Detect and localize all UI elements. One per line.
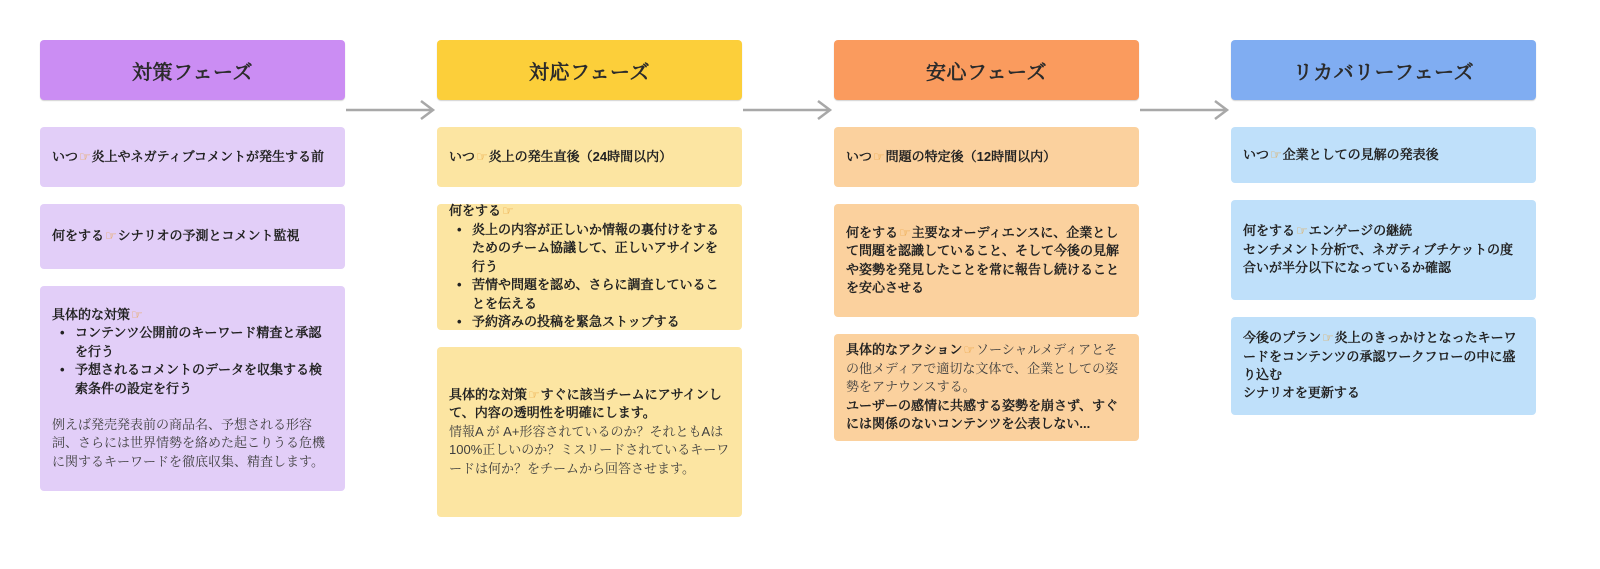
text-run: 今後のプラン bbox=[1243, 330, 1322, 346]
phase-header-response[interactable]: 対応フェーズ bbox=[437, 40, 742, 100]
pointing-right-icon: ☞ bbox=[899, 224, 911, 240]
text-run: ソーシャルメディアとその他メディアで適切な文体で、企業としての姿勢をアナウンスする。 bbox=[846, 342, 1119, 395]
card-what-to-do[interactable] bbox=[834, 204, 1139, 317]
bullet-item bbox=[58, 324, 333, 361]
text-run: 炎上のきっかけとなったキーワードをコンテンツの承認ワークフローの中に盛り込む bbox=[1243, 330, 1517, 382]
pointing-right-icon: ☞ bbox=[476, 148, 488, 164]
card-text bbox=[449, 423, 730, 478]
text-run: 何をする bbox=[449, 203, 502, 219]
card-concrete-actions[interactable] bbox=[834, 334, 1139, 441]
card-text bbox=[1243, 222, 1524, 277]
card-text bbox=[846, 224, 1127, 298]
text-run: コンテンツ公開前のキーワード精査と承認を行う bbox=[75, 325, 322, 359]
pointing-right-icon: ☞ bbox=[1270, 146, 1282, 162]
text-run: 予約済みの投稿を緊急ストップする bbox=[472, 314, 680, 330]
text-run: ユーザーの感情に共感する姿勢を崩さず、すぐには関係のないコンテンツを公表しない... bbox=[846, 397, 1118, 432]
pointing-right-icon: ☞ bbox=[963, 342, 976, 358]
text-run: 例えば発売発表前の商品名、予想される形容詞、さらには世界情勢を絡めた起こりうる危機に関するキーワードを徹底収集、精査します。 bbox=[52, 416, 326, 469]
card-text bbox=[52, 148, 333, 166]
pointing-right-icon: ☞ bbox=[528, 386, 540, 402]
text-run: 具体的な対策 bbox=[52, 306, 131, 322]
card-what-to-do[interactable] bbox=[40, 204, 345, 269]
card-when[interactable] bbox=[40, 127, 345, 187]
card-text bbox=[449, 386, 730, 423]
card-concrete-measures[interactable] bbox=[40, 286, 345, 491]
text-run: いつ bbox=[449, 148, 476, 164]
card-what-to-do[interactable] bbox=[437, 204, 742, 330]
card-text bbox=[449, 148, 730, 166]
text-run: 炎上の発生直後（24時間以内） bbox=[488, 148, 673, 164]
text-run: 情報A が A+形容されているのか？それともAは100%正しいのか？ミスリードされているキーワードは何か？をチームから回答させます。 bbox=[449, 423, 730, 476]
phase-header-recovery[interactable]: リカバリーフェーズ bbox=[1231, 40, 1536, 100]
text-run: すぐに該当チームにアサインして、内容の透明性を明確にします。 bbox=[449, 386, 722, 421]
column-prevention-phase bbox=[40, 40, 345, 508]
text-run: 苦情や問題を認め、さらに調査していることを伝える bbox=[472, 277, 719, 311]
text-run: 炎上の内容が正しいか情報の裏付けをするためのチーム協議して、正しいアサインを行う bbox=[472, 221, 720, 274]
column-response-phase bbox=[437, 40, 742, 534]
text-run: 何をする bbox=[52, 228, 105, 244]
bullet-item bbox=[455, 313, 730, 331]
card-when[interactable] bbox=[437, 127, 742, 187]
pointing-right-icon: ☞ bbox=[131, 306, 143, 322]
text-run: エンゲージの継続 bbox=[1308, 223, 1413, 239]
card-when[interactable] bbox=[1231, 127, 1536, 183]
bullet-item bbox=[455, 221, 730, 276]
flow-arrow-3[interactable] bbox=[1139, 98, 1231, 122]
text-run: 何をする bbox=[846, 224, 899, 240]
text-run: 予想されるコメントのデータを収集する検索条件の設定を行う bbox=[75, 362, 323, 396]
column-recovery-phase bbox=[1231, 40, 1536, 432]
text-run: いつ bbox=[52, 148, 79, 164]
column-reassurance-phase bbox=[834, 40, 1139, 458]
card-text bbox=[449, 202, 730, 220]
text-run: シナリオの予測とコメント監視 bbox=[117, 228, 300, 244]
card-concrete-measures[interactable] bbox=[437, 347, 742, 517]
card-text bbox=[1243, 146, 1524, 164]
text-run: センチメント分析で、ネガティブチケットの度合いが半分以下になっているか確認 bbox=[1243, 241, 1514, 276]
text-run: 何をする bbox=[1243, 223, 1296, 239]
crisis-phases-board bbox=[40, 40, 1536, 534]
text-run: いつ bbox=[1243, 146, 1270, 162]
pointing-right-icon: ☞ bbox=[1322, 330, 1334, 346]
pointing-right-icon: ☞ bbox=[873, 148, 885, 164]
pointing-right-icon: ☞ bbox=[502, 203, 514, 219]
pointing-right-icon: ☞ bbox=[1296, 223, 1308, 239]
card-future-plan[interactable] bbox=[1231, 317, 1536, 415]
card-text bbox=[846, 341, 1127, 396]
pointing-right-icon: ☞ bbox=[105, 228, 117, 244]
bullet-item bbox=[455, 276, 730, 313]
text-run: 炎上やネガティブコメントが発生する前 bbox=[91, 148, 324, 164]
text-run: 問題の特定後（12時間以内） bbox=[885, 148, 1057, 164]
flow-arrow-2[interactable] bbox=[742, 98, 834, 122]
bullet-list bbox=[449, 221, 730, 332]
card-text bbox=[846, 397, 1127, 434]
text-run: 具体的なアクション bbox=[846, 342, 963, 358]
card-what-to-do[interactable] bbox=[1231, 200, 1536, 300]
text-run: 具体的な対策 bbox=[449, 386, 528, 402]
phase-header-prevention[interactable]: 対策フェーズ bbox=[40, 40, 345, 100]
pointing-right-icon: ☞ bbox=[79, 148, 91, 164]
card-text bbox=[846, 148, 1127, 166]
text-run: 主要なオーディエンスに、企業として問題を認識していること、そして今後の見解や姿勢を発見したことを常に報告し続けることを安心させる bbox=[846, 224, 1120, 295]
text-run: 企業としての見解の発表後 bbox=[1282, 146, 1439, 162]
card-when[interactable] bbox=[834, 127, 1139, 187]
text-run: シナリオを更新する bbox=[1243, 385, 1360, 401]
phase-header-reassurance[interactable]: 安心フェーズ bbox=[834, 40, 1139, 100]
flow-arrow-1[interactable] bbox=[345, 98, 437, 122]
bullet-list bbox=[52, 324, 333, 398]
card-text bbox=[1243, 329, 1524, 403]
text-run: いつ bbox=[846, 148, 873, 164]
card-text bbox=[52, 227, 333, 245]
card-text bbox=[52, 416, 333, 471]
bullet-item bbox=[58, 361, 333, 398]
card-text bbox=[52, 306, 333, 324]
